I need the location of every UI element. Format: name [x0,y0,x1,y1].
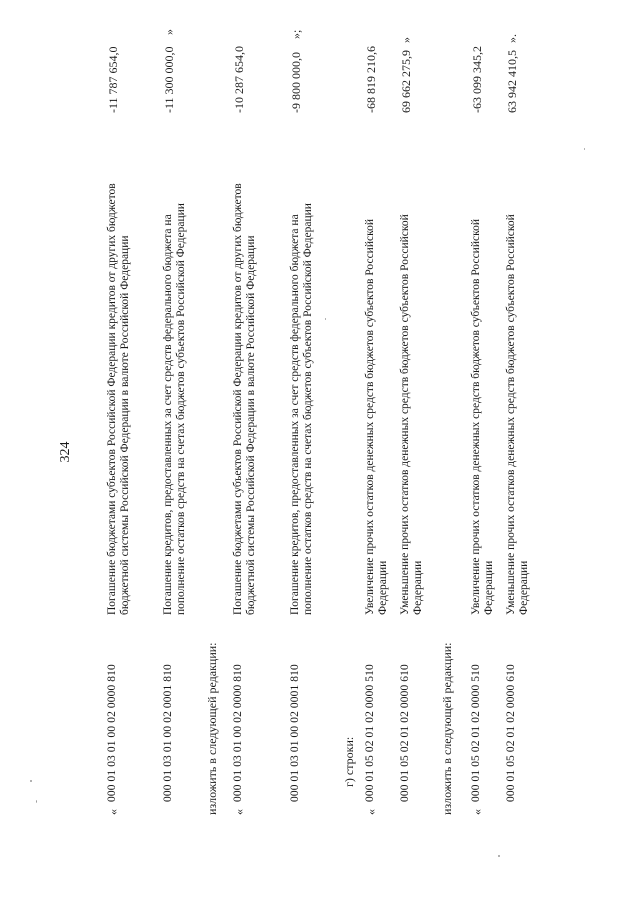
section-heading: г) строки: [342,736,356,787]
scan-speck [30,780,32,782]
budget-code: 000 01 05 02 01 02 0000 610 [399,664,411,802]
closing-quote: » [162,29,176,35]
opening-quote: « [232,809,246,815]
opening-quote: « [470,809,484,815]
closing-quote: » [399,37,413,43]
row-value: -10 287 654,0 [232,46,246,113]
budget-code: 000 01 05 02 01 02 0000 510 [364,664,376,802]
row-value: 69 662 275,9 [399,50,413,113]
table-row [289,0,314,905]
row-value: -11 300 000,0 [162,46,176,113]
budget-code: 000 01 03 01 00 02 0001 810 [162,664,174,802]
row-description: Уменьшение прочих остатков денежных средств бюджетов субъектов Российской Федерации [505,214,530,615]
table-row [470,0,495,905]
section-heading: изложить в следующей редакции: [440,642,454,815]
table-row [505,0,530,905]
table-row [162,0,187,905]
section-heading: изложить в следующей редакции: [205,642,219,815]
row-description: Погашение кредитов, предоставленных за счет средств федерального бюджета на пополнение остатков средств на счетах бюджетов субъектов Российской Федерации [162,203,187,615]
opening-quote: « [364,809,378,815]
row-description: Уменьшение прочих остатков денежных средств бюджетов субъектов Российской Федерации [399,214,424,615]
table-row [364,0,389,905]
row-description: Погашение кредитов, предоставленных за счет средств федерального бюджета на пополнение остатков средств на счетах бюджетов субъектов Российской Федерации [289,203,314,615]
budget-code: 000 01 05 02 01 02 0000 510 [470,664,482,802]
row-description: Погашение бюджетами субъектов Российской Федерации кредитов от других бюджетов бюджетной системы Российской Федерации в валюте Российской Федерации [106,183,131,615]
row-description: Погашение бюджетами субъектов Российской Федерации кредитов от других бюджетов бюджетной системы Российской Федерации в валюте Российской Федерации [232,183,257,615]
page-number: 324 [58,441,73,463]
budget-code: 000 01 03 01 00 02 0000 810 [232,664,244,802]
closing-quote: »; [289,29,303,39]
row-value: -63 099 345,2 [470,46,484,113]
opening-quote: « [106,809,120,815]
table-row [106,0,131,905]
scan-speck [36,800,37,803]
scan-speck [325,318,326,320]
row-value: -11 787 654,0 [106,46,120,113]
budget-code: 000 01 03 01 00 02 0001 810 [289,664,301,802]
row-value: -9 800 000,0 [289,52,303,113]
budget-code: 000 01 05 02 01 02 0000 610 [505,664,517,802]
budget-code: 000 01 03 01 00 02 0000 810 [106,664,118,802]
closing-quote: ». [505,34,519,43]
table-row [399,0,424,905]
row-value: 63 942 410,5 [505,50,519,113]
row-description: Увеличение прочих остатков денежных средств бюджетов субъектов Российской Федерации [364,219,389,615]
scan-speck [584,148,585,150]
row-description: Увеличение прочих остатков денежных средств бюджетов субъектов Российской Федерации [470,219,495,615]
table-row [232,0,257,905]
scan-speck [498,855,500,857]
row-value: -68 819 210,6 [364,46,378,113]
